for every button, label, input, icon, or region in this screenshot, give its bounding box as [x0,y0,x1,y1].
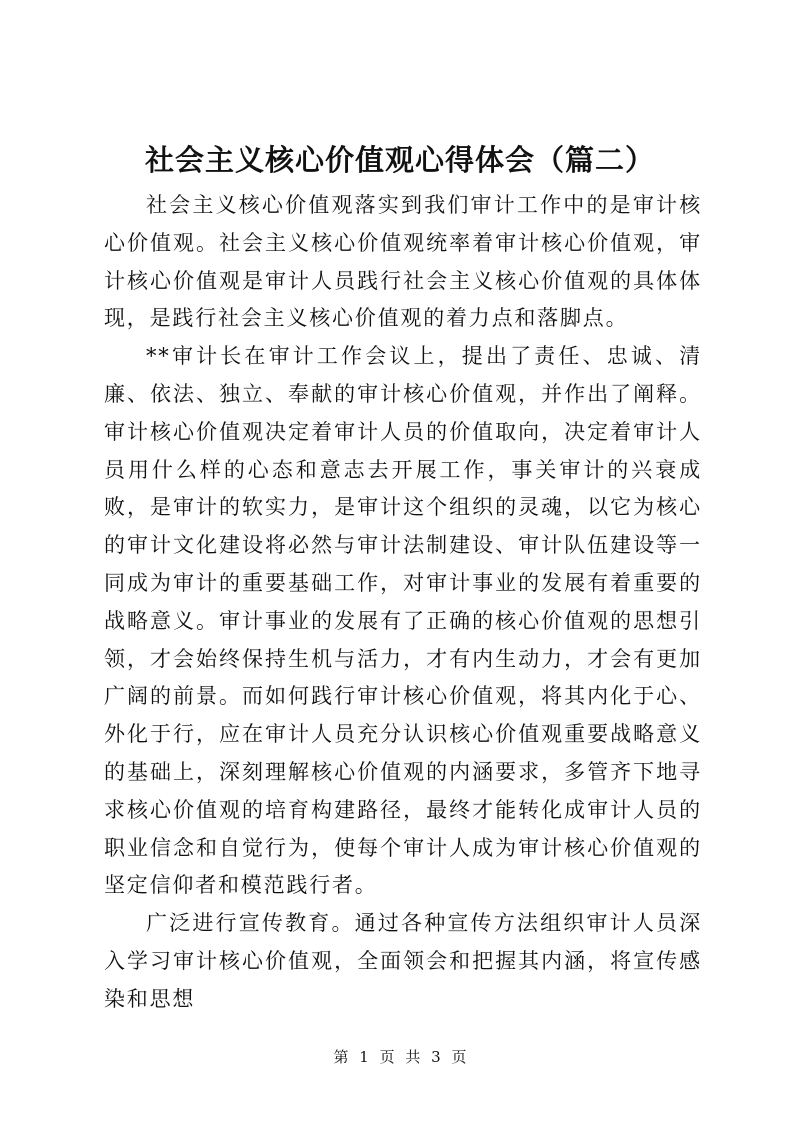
paragraph-core-values: **审计长在审计工作会议上，提出了责任、忠诚、清廉、依法、独立、奉献的审计核心价值观，并作出了阐释。审计核心价值观决定着审计人员的价值取向，决定着审计人员用什么样的心态和意志去开展工作，事关审计的兴衰成败，是审计的软实力，是审计这个组织的灵魂，以它为核心的审计文化建设将必然与审计法制建设、审计队伍建设等一同成为审计的重要基础工作，对审计事业的发展有着重要的战略意义。审计事业的发展有了正确的核心价值观的思想引领，才会始终保持生机与活力，才有内生动力，才会有更加广阔的前景。而如何践行审计核心价值观，将其内化于心、外化于行，应在审计人员充分认识核心价值观重要战略意义的基础上，深刻理解核心价值观的内涵要求，多管齐下地寻求核心价值观的培育构建路径，最终才能转化成审计人员的职业信念和自觉行为，使每个审计人成为审计核心价值观的坚定信仰者和模范践行者。 [104,344,702,898]
paragraph-education: 广泛进行宣传教育。通过各种宣传方法组织审计人员深入学习审计核心价值观，全面领会和把握其内涵，将宣传感染和思想 [104,911,702,1011]
document-body [104,187,702,1019]
page-number: 第 1 页 共 3 页 [333,1048,467,1066]
paragraph-intro: 社会主义核心价值观落实到我们审计工作中的是审计核心价值观。社会主义核心价值观统率着审计核心价值观，审计核心价值观是审计人员践行社会主义核心价值观的具体体现，是践行社会主义核心价值观的着力点和落脚点。 [104,193,702,331]
document-title: 社会主义核心价值观心得体会（篇二） [144,143,655,177]
